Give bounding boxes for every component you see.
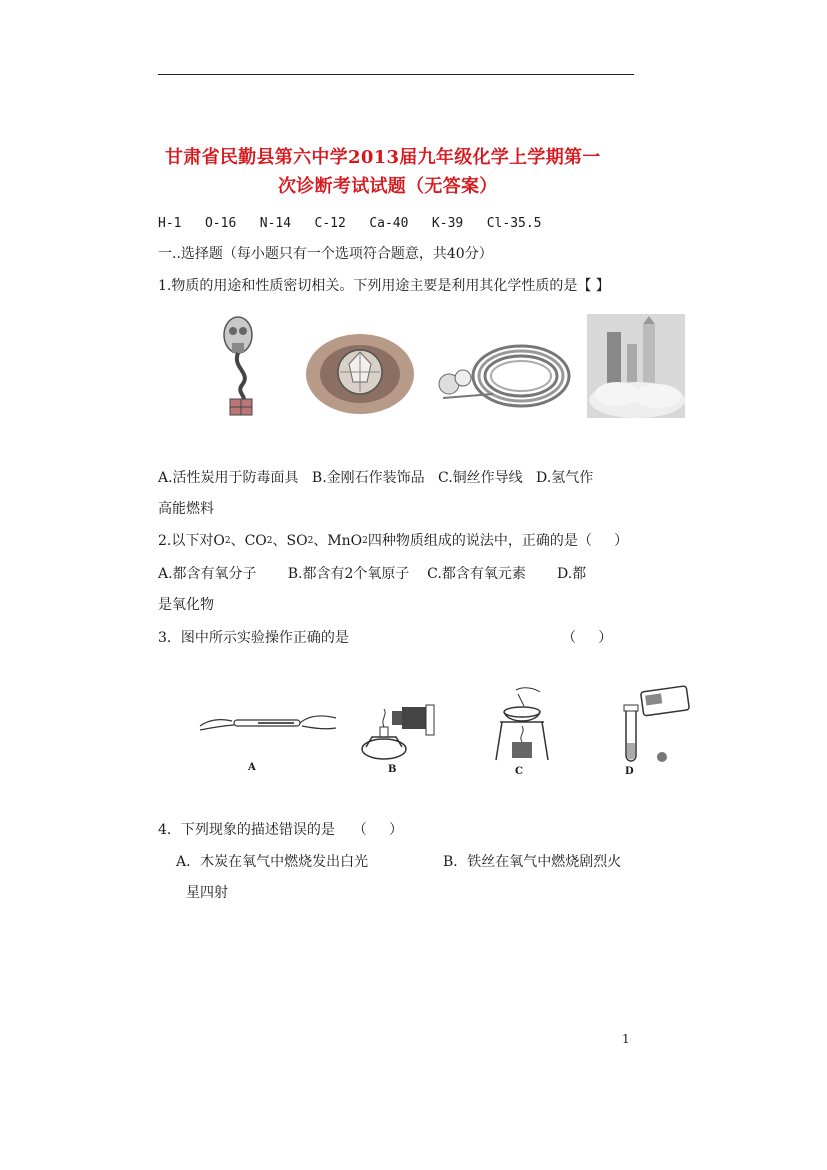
question-2-stem bbox=[158, 532, 628, 550]
q2-stem-part: 、CO bbox=[230, 533, 267, 549]
q2-stem-part: 2.以下对O bbox=[158, 533, 225, 549]
gas-mask-image bbox=[212, 313, 264, 417]
question-2-options: A.都含有氧分子 B.都含有2个氧原子 C.都含有氧元素 D.都 bbox=[158, 566, 587, 582]
question-2-options-cont: 是氧化物 bbox=[158, 597, 214, 613]
page-number: 1 bbox=[622, 1032, 630, 1046]
question-3-bracket: （ ） bbox=[562, 630, 613, 646]
question-1-options: A.活性炭用于防毒面具 B.金刚石作装饰品 C.铜丝作导线 D.氢气作 bbox=[158, 470, 594, 486]
question-4-option-b-cont: 星四射 bbox=[186, 885, 228, 901]
q2-stem-part: 四种物质组成的说法中，正确的是（ ） bbox=[367, 533, 629, 549]
subscript: 2 bbox=[362, 536, 368, 546]
question-1-stem: 1.物质的用途和性质密切相关。下列用途主要是利用其化学性质的是【 】 bbox=[158, 278, 610, 294]
question-1-options-cont: 高能燃料 bbox=[158, 501, 214, 517]
diamond-image bbox=[305, 332, 415, 416]
atomic-masses: H-1 O-16 N-14 C-12 Ca-40 K-39 Cl-35.5 bbox=[158, 216, 542, 231]
question-4-option-b: B．铁丝在氧气中燃烧剧烈火 bbox=[443, 854, 622, 870]
q2-stem-part: 、SO bbox=[272, 533, 308, 549]
header-rule bbox=[158, 74, 634, 75]
subscript: 2 bbox=[266, 536, 273, 546]
figure-a-test-tube-handling bbox=[198, 706, 338, 738]
document-title-line2: 次诊断考试试题（无答案） bbox=[278, 176, 498, 197]
figure-d-pouring-liquid bbox=[616, 683, 692, 765]
subscript: 2 bbox=[224, 536, 231, 546]
figure-c-evaporating-dish bbox=[494, 686, 550, 766]
question-3-stem: 3．图中所示实验操作正确的是 bbox=[158, 630, 349, 646]
rocket-launch-image bbox=[587, 314, 685, 418]
q2-stem-part: 、MnO bbox=[313, 533, 363, 549]
figure-b-alcohol-lamp bbox=[358, 703, 440, 763]
section-heading: 一..选择题（每小题只有一个选项符合题意，共40分） bbox=[158, 246, 493, 262]
figure-b-label: B bbox=[388, 764, 397, 775]
figure-d-label: D bbox=[625, 766, 634, 777]
copper-wire-image bbox=[433, 334, 573, 412]
figure-a-label: A bbox=[248, 762, 256, 773]
question-4-stem: 4．下列现象的描述错误的是 （ ） bbox=[158, 822, 403, 838]
document-title-line1: 甘肃省民勤县第六中学2013届九年级化学上学期第一 bbox=[165, 147, 601, 168]
figure-c-label: C bbox=[515, 766, 523, 777]
question-4-option-a: A．木炭在氧气中燃烧发出白光 bbox=[176, 854, 369, 870]
subscript: 2 bbox=[307, 536, 314, 546]
